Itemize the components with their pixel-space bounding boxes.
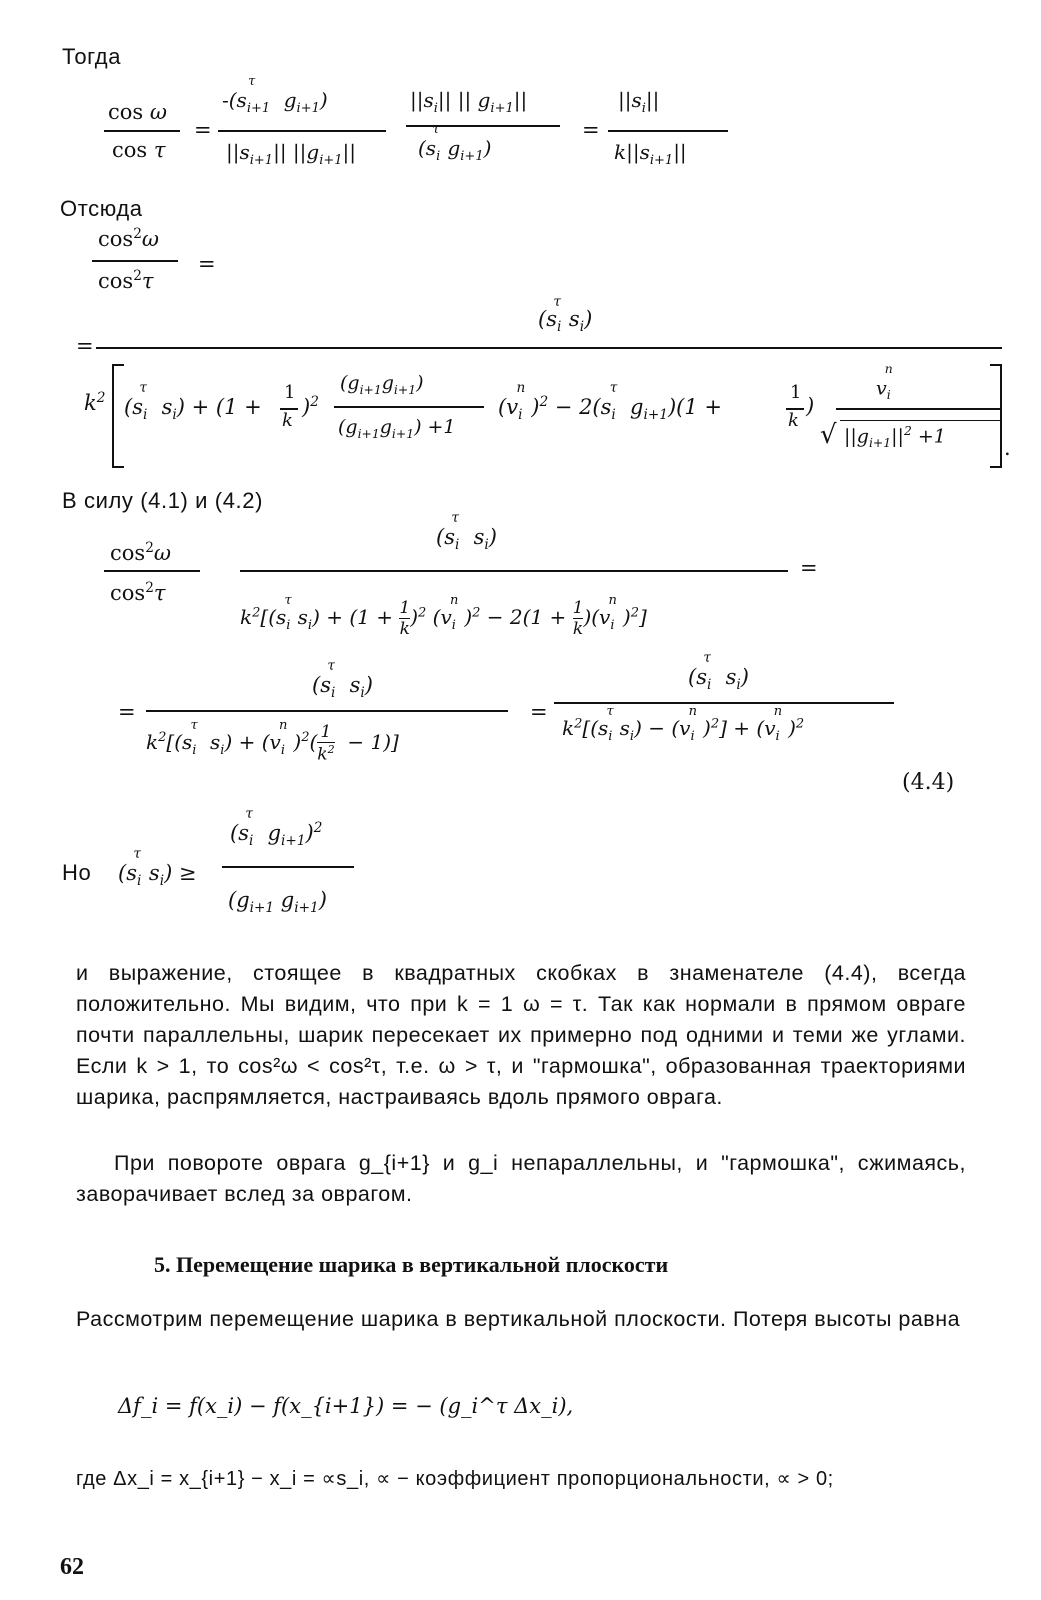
eq1-lhs-num: cos ω	[108, 100, 167, 124]
label-no: Но	[62, 860, 92, 885]
eq1-frac1-den: $||s_{i+1}||$ $||g_{i+1}||$	[226, 140, 357, 168]
eq3-lhs-den: $\cos^2\tau$	[110, 580, 166, 605]
eq1-frac2-den: $(s_i^\tau g_{i+1})$	[418, 122, 492, 164]
eq5-num: ($s_i^\tau$ $g_{i+1})^2$	[230, 806, 323, 850]
gde-line: где Δx_i = x_{i+1} − x_i = ∝s_i, ∝ − коэффициент пропорциональности, ∝ > 0;	[76, 1468, 834, 1490]
eq4-f1-den: $k^2[(s_i^\tau$ $s_i) + (v_i^n)^2$( $\frac{1}{k^2}$ − 1)]	[146, 718, 399, 765]
eq3-lhs-num: $\cos^2\omega$	[110, 540, 171, 565]
eq3-num: ($s_i^\tau$ $s_i$)	[436, 510, 497, 554]
section-heading: 5. Перемещение шарика в вертикальной плоскости	[154, 1252, 669, 1277]
eq1-lhs-den: cos τ	[112, 138, 166, 162]
eq2-lhs-num: $\cos^2\omega$	[98, 226, 159, 251]
page-number: 62	[60, 1554, 84, 1580]
eq2-numerator: $(s_i^\tau s_i)$	[538, 294, 593, 336]
eq4-f1-num: ($s_i^\tau$ $s_i$)	[312, 658, 373, 702]
delta-equation: Δf_i = f(x_i) − f(x_{i+1}) = − (g_i^τ Δx_i),	[118, 1394, 574, 1418]
eq4-f2-den: $k^2[(s_i^\tau s_i) - (v_i^n)^2] + (v_i^n)^2$	[562, 704, 805, 744]
label-v-silu: В силу (4.1) и (4.2)	[62, 488, 264, 513]
eq2-lhs-den: $\cos^2\tau$	[98, 268, 154, 293]
eq1-frac2-num: $||s_i||$ || $g_{i+1}||$	[410, 88, 528, 116]
eq1-frac1-num: $-(s_{i+1}^\tau$ $g_{i+1}$)	[222, 74, 328, 116]
paragraph-2: При повороте оврага g_{i+1} и g_i непараллельны, и "гармошка", сжимаясь, заворачивает вслед за оврагом.	[76, 1151, 966, 1206]
eq4-f2-num: ($s_i^\tau$ $s_i$)	[688, 650, 749, 694]
paragraph-3: Рассмотрим перемещение шарика в вертикальной плоскости. Потеря высоты равна	[76, 1307, 961, 1331]
eq1-frac3-den: $k||s_{i+1}||$	[614, 140, 687, 168]
label-otsyuda: Отсюда	[60, 196, 143, 221]
equation-number: (4.4)	[902, 770, 955, 795]
eq5-den: ($g_{i+1}$ $g_{i+1}$)	[228, 888, 327, 917]
eq1-frac3-num: $||s_i||$	[618, 88, 660, 116]
eq3-den: $k^2[(s_i^\tau s_i) + (1$ + $\frac{1}{k}$ )$^2$ $(v_i^n)^2 - 2(1$ + $\frac{1}{k}$ )$(v_i^n)^2$]	[240, 593, 647, 639]
label-togda: Тогда	[62, 44, 122, 69]
eq2-k2: $k^2$	[84, 390, 106, 415]
paragraph-1: и выражение, стоящее в квадратных скобках в знаменателе (4.4), всегда положительно. Мы видим, что при k = 1 ω = τ. Так как нормали в прямом овраге почти параллельны, шарик пересекает их примерно под одними и теми же углами. Если k > 1, то cos²ω < cos²τ, т.е. ω > τ, и "гармошка", образованная траекториями шарика, распрямляется, настраиваясь вдоль прямого оврага.	[76, 961, 966, 1109]
